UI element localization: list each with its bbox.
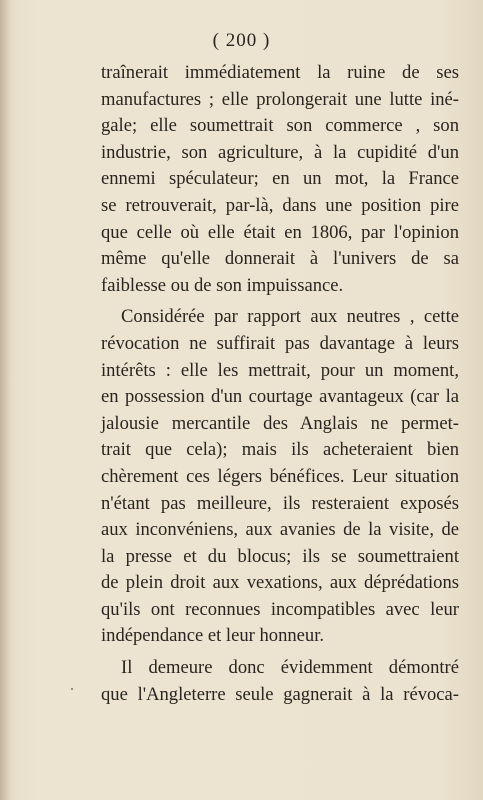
- text-line: chèrement ces légers bénéfices. Leur situation: [101, 465, 459, 487]
- text-line: gale; elle soumettrait son commerce , son: [101, 115, 459, 137]
- text-line: Il demeure donc évidemment démontré: [121, 657, 459, 679]
- text-line: faiblesse ou de son impuissance.: [101, 274, 344, 296]
- text-line: trait que cela); mais ils acheteraient bien: [101, 439, 459, 461]
- text-line: la presse et du blocus; ils se soumettraient: [101, 545, 459, 567]
- body-text: [101, 60, 459, 708]
- paragraph-3: [101, 655, 459, 708]
- paper-speck: [71, 688, 73, 690]
- text-line: que l'Angleterre seule gagnerait à la révoca-: [101, 683, 459, 705]
- text-line: jalousie mercantile des Anglais ne permet-: [101, 412, 459, 434]
- paragraph-1: [101, 60, 459, 299]
- text-line: intérêts : elle les mettrait, pour un moment,: [101, 359, 459, 381]
- text-line: de plein droit aux vexations, aux déprédations: [101, 572, 459, 594]
- text-line: indépendance et leur honneur.: [101, 625, 325, 647]
- text-line: aux inconvéniens, aux avanies de la visite, de: [101, 519, 459, 541]
- text-line: révocation ne suffirait pas davantage à leurs: [101, 332, 459, 354]
- text-line: même qu'elle donnerait à l'univers de sa: [101, 248, 459, 270]
- text-line: industrie, son agriculture, à la cupidité d'un: [101, 141, 459, 163]
- text-line: n'étant pas meilleure, ils resteraient exposés: [101, 492, 459, 514]
- paragraph-2: [101, 304, 459, 650]
- text-line: manufactures ; elle prolongerait une lutte iné-: [101, 88, 459, 110]
- text-line: Considérée par rapport aux neutres , cette: [121, 306, 459, 328]
- page-number: ( 200 ): [212, 30, 271, 51]
- text-line: ennemi spéculateur; en un mot, la France: [101, 168, 459, 190]
- text-line: se retrouverait, par-là, dans une position pire: [101, 194, 459, 216]
- text-line: en possession d'un courtage avantageux (car la: [101, 386, 459, 408]
- text-line: que celle où elle était en 1806, par l'opinion: [101, 221, 459, 243]
- spine-shadow: [0, 0, 10, 800]
- text-line: qu'ils ont reconnues incompatibles avec leur: [101, 598, 459, 620]
- text-line: traînerait immédiatement la ruine de ses: [101, 62, 459, 83]
